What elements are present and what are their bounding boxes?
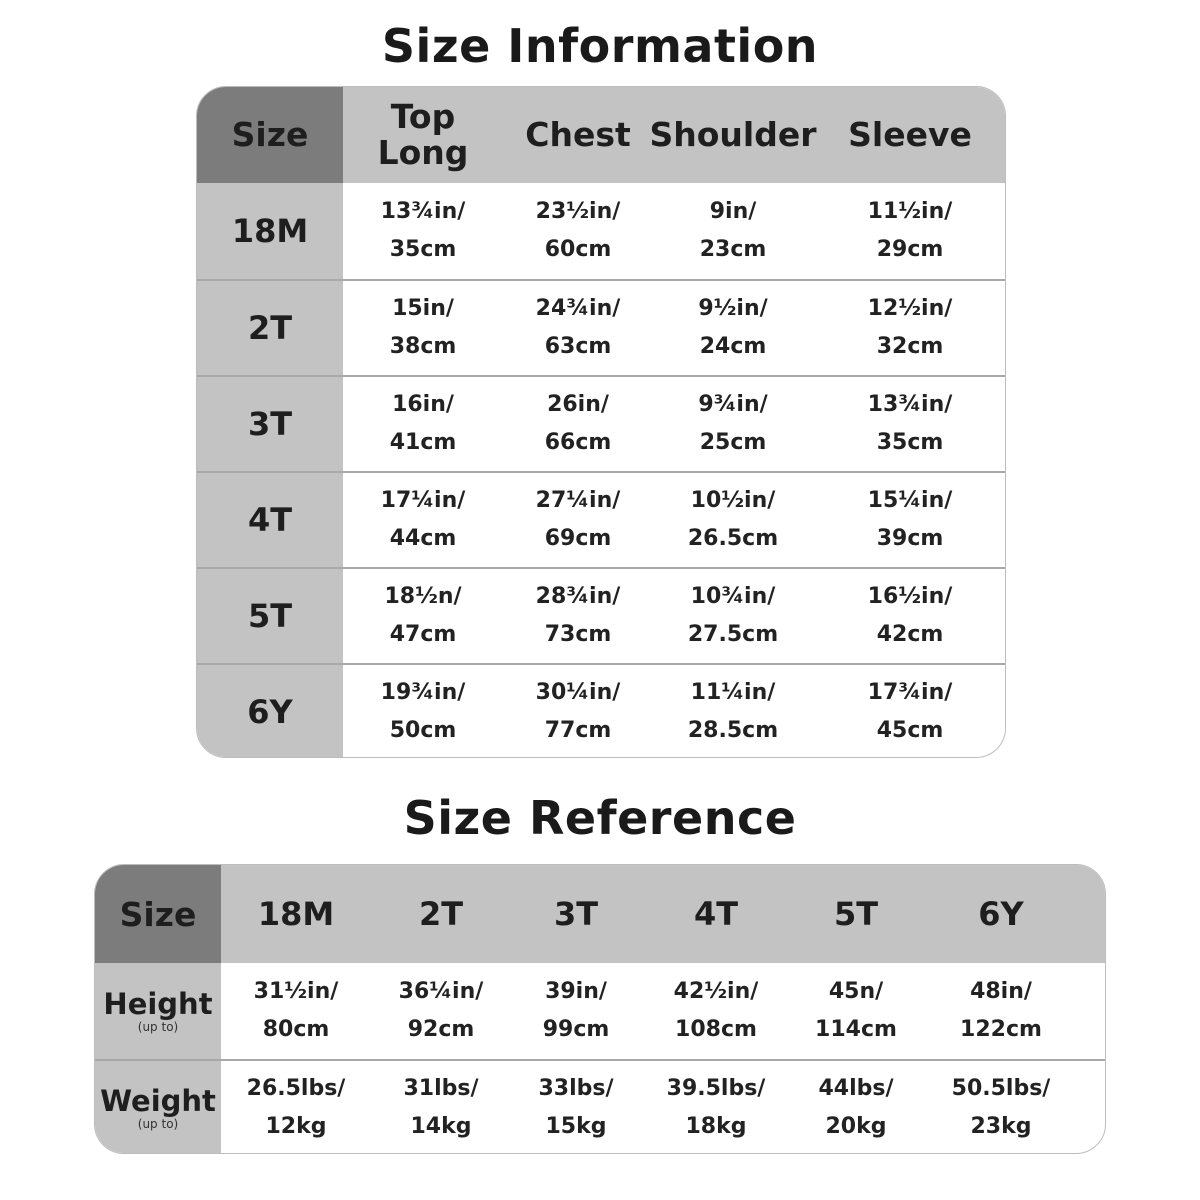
table-row	[197, 663, 1006, 758]
value-kg: 18kg	[685, 1114, 747, 1139]
value-cm: 44cm	[389, 526, 457, 551]
value-in: 18½n/	[384, 584, 462, 609]
value-in: 16in/	[392, 392, 454, 417]
value-in: 23½in/	[535, 199, 621, 224]
value-cm: 47cm	[389, 622, 457, 647]
value-in: 45n/	[828, 979, 884, 1004]
value-cm: 60cm	[544, 237, 612, 262]
row-size-label: 4T	[197, 473, 343, 567]
header-chest: Chest	[525, 115, 631, 154]
value-cm: 41cm	[389, 430, 457, 455]
chest-cell	[503, 377, 653, 471]
header-size-6y: 6Y	[978, 895, 1024, 933]
value-cm: 26.5cm	[687, 526, 779, 551]
value-in: 24¾in/	[535, 296, 621, 321]
value-cm: 32cm	[876, 334, 944, 359]
height-label-cell	[95, 963, 221, 1059]
height-cell	[371, 963, 511, 1059]
value-cm: 35cm	[389, 237, 457, 262]
height-cell	[511, 963, 641, 1059]
header-shoulder: Shoulder	[649, 115, 817, 154]
value-cm: 73cm	[544, 622, 612, 647]
sleeve-cell	[813, 281, 1006, 375]
shoulder-cell	[653, 281, 813, 375]
value-cm: 92cm	[407, 1017, 475, 1042]
value-in: 15in/	[392, 296, 454, 321]
table-row	[197, 471, 1006, 567]
header-top-long	[343, 87, 503, 183]
row-size-label: 2T	[197, 281, 343, 375]
value-cm: 27.5cm	[687, 622, 779, 647]
value-in: 17¼in/	[380, 488, 466, 513]
weight-label-cell	[95, 1061, 221, 1154]
weight-cell	[221, 1061, 371, 1154]
header-size: Size	[197, 87, 343, 183]
value-cm: 99cm	[542, 1017, 610, 1042]
value-in: 9½in/	[698, 296, 768, 321]
sleeve-cell	[813, 569, 1006, 663]
value-kg: 12kg	[265, 1114, 327, 1139]
row-size-label: 5T	[197, 569, 343, 663]
value-in: 27¼in/	[535, 488, 621, 513]
top-long-cell	[343, 377, 503, 471]
height-sub-label: (up to)	[137, 1020, 179, 1034]
sleeve-cell	[813, 665, 1006, 758]
weight-cell	[921, 1061, 1081, 1154]
chest-cell	[503, 473, 653, 567]
value-cm: 29cm	[876, 237, 944, 262]
header-top-long-line2: Long	[377, 133, 469, 172]
value-lbs: 50.5lbs/	[951, 1076, 1051, 1101]
value-in: 30¼in/	[535, 680, 621, 705]
value-lbs: 39.5lbs/	[666, 1076, 766, 1101]
value-in: 19¾in/	[380, 680, 466, 705]
value-in: 48in/	[970, 979, 1032, 1004]
value-in: 13¾in/	[380, 199, 466, 224]
weight-cell	[641, 1061, 791, 1154]
weight-label: Weight	[100, 1084, 216, 1118]
header-size-3t: 3T	[553, 895, 599, 933]
value-in: 39in/	[545, 979, 607, 1004]
row-size-label: 3T	[197, 377, 343, 471]
value-in: 10½in/	[690, 488, 776, 513]
sleeve-cell	[813, 183, 1006, 279]
value-cm: 45cm	[876, 718, 944, 743]
value-cm: 77cm	[544, 718, 612, 743]
header-size-18m: 18M	[257, 895, 335, 933]
height-row	[95, 963, 1105, 1059]
value-in: 11½in/	[867, 199, 953, 224]
shoulder-cell	[653, 569, 813, 663]
weight-cell	[371, 1061, 511, 1154]
value-in: 42½in/	[673, 979, 759, 1004]
value-kg: 14kg	[410, 1114, 472, 1139]
table-header-row	[197, 87, 1006, 183]
header-size-5t: 5T	[833, 895, 879, 933]
top-long-cell	[343, 183, 503, 279]
value-cm: 66cm	[544, 430, 612, 455]
value-in: 13¾in/	[867, 392, 953, 417]
shoulder-cell	[653, 473, 813, 567]
height-cell	[791, 963, 921, 1059]
top-long-cell	[343, 569, 503, 663]
value-in: 31½in/	[253, 979, 339, 1004]
table-header-row	[95, 865, 1105, 963]
value-kg: 15kg	[545, 1114, 607, 1139]
height-cell	[641, 963, 791, 1059]
table-body	[197, 183, 1006, 758]
top-long-cell	[343, 473, 503, 567]
value-in: 15¼in/	[867, 488, 953, 513]
value-cm: 63cm	[544, 334, 612, 359]
weight-sub-label: (up to)	[137, 1117, 179, 1131]
row-size-label: 6Y	[197, 665, 343, 758]
height-cell	[221, 963, 371, 1059]
value-cm: 42cm	[876, 622, 944, 647]
shoulder-cell	[653, 183, 813, 279]
value-in: 16½in/	[867, 584, 953, 609]
value-kg: 23kg	[970, 1114, 1032, 1139]
value-in: 28¾in/	[535, 584, 621, 609]
chest-cell	[503, 569, 653, 663]
height-label: Height	[103, 987, 213, 1021]
value-in: 9¾in/	[698, 392, 768, 417]
value-in: 9in/	[709, 199, 757, 224]
value-lbs: 31lbs/	[403, 1076, 479, 1101]
header-top-long-line1: Top	[390, 97, 456, 136]
value-cm: 24cm	[699, 334, 767, 359]
value-in: 12½in/	[867, 296, 953, 321]
value-cm: 114cm	[815, 1017, 897, 1042]
value-cm: 38cm	[389, 334, 457, 359]
size-information-table	[196, 86, 1006, 758]
value-in: 11¼in/	[690, 680, 776, 705]
value-lbs: 44lbs/	[818, 1076, 894, 1101]
table-row	[197, 375, 1006, 471]
chest-cell	[503, 183, 653, 279]
size-reference-title: Size Reference	[403, 791, 797, 845]
value-kg: 20kg	[825, 1114, 887, 1139]
weight-cell	[511, 1061, 641, 1154]
value-cm: 28.5cm	[687, 718, 779, 743]
chest-cell	[503, 665, 653, 758]
header-size-4t: 4T	[693, 895, 739, 933]
value-cm: 80cm	[262, 1017, 330, 1042]
value-cm: 23cm	[699, 237, 767, 262]
header-size-2t: 2T	[418, 895, 464, 933]
value-cm: 35cm	[876, 430, 944, 455]
chest-cell	[503, 281, 653, 375]
header-sleeve: Sleeve	[848, 115, 972, 154]
top-long-cell	[343, 665, 503, 758]
row-size-label: 18M	[197, 183, 343, 279]
value-in: 26in/	[547, 392, 609, 417]
table-row	[197, 279, 1006, 375]
table-row	[197, 183, 1006, 279]
value-lbs: 33lbs/	[538, 1076, 614, 1101]
value-lbs: 26.5lbs/	[246, 1076, 346, 1101]
sleeve-cell	[813, 377, 1006, 471]
value-in: 17¾in/	[867, 680, 953, 705]
value-cm: 69cm	[544, 526, 612, 551]
weight-cell	[791, 1061, 921, 1154]
top-long-cell	[343, 281, 503, 375]
value-in: 10¾in/	[690, 584, 776, 609]
table-row	[197, 567, 1006, 663]
shoulder-cell	[653, 377, 813, 471]
size-reference-table	[94, 864, 1106, 1154]
size-information-title: Size Information	[381, 19, 819, 73]
header-size: Size	[95, 865, 221, 963]
shoulder-cell	[653, 665, 813, 758]
value-cm: 122cm	[960, 1017, 1042, 1042]
sleeve-cell	[813, 473, 1006, 567]
weight-row	[95, 1059, 1105, 1154]
value-cm: 50cm	[389, 718, 457, 743]
height-cell	[921, 963, 1081, 1059]
value-cm: 25cm	[699, 430, 767, 455]
value-cm: 39cm	[876, 526, 944, 551]
value-cm: 108cm	[675, 1017, 757, 1042]
value-in: 36¼in/	[398, 979, 484, 1004]
